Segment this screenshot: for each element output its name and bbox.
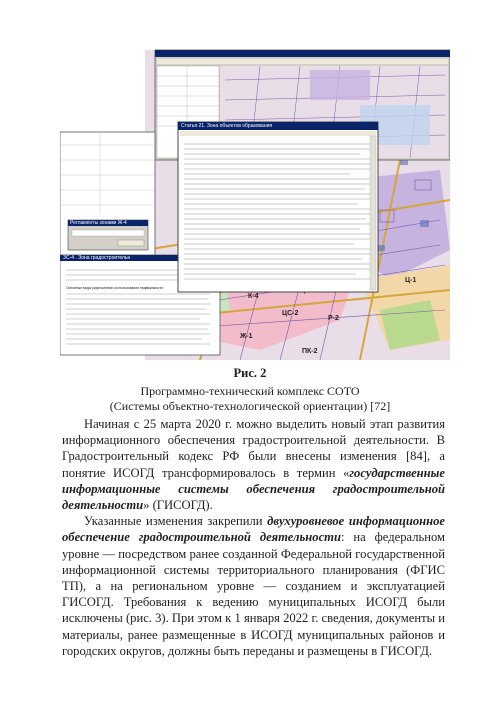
- map-app-titlebar: [155, 50, 450, 57]
- zone-regulation-window-title: ЗС-4 . Зона градостроительн: [63, 255, 131, 261]
- figure-number: Рис. 2: [233, 366, 267, 380]
- paragraph-text: : на федеральном уровне — посредством ранее созданной Федеральной государственной информационной системы территориального планирования (ФГИС ТП), а на региональном уровне — созданием и эксплуатацией ГИСОГД. Требования к ведению муниципальных ИСОГД были исключены (рис. 3). При этом к 1 января 2022 г. сведения, документы и материалы, ранее размещенные в ИСОГД муниципальных районов и городских округов, должны быть переданы и размещены в ГИСОГД.: [62, 530, 446, 658]
- paragraph-text: Указанные изменения закрепили: [84, 514, 268, 529]
- map-app-toolbar: [157, 59, 448, 64]
- article-window-toolbar: [180, 131, 376, 136]
- article-window-scrollbar: [370, 136, 376, 290]
- figure-screenshot: [60, 20, 450, 360]
- search-dialog-title: Регламенты зонами Ж-4: [70, 220, 127, 226]
- paragraph: [62, 416, 445, 513]
- zone-label: Ц-1: [405, 277, 417, 284]
- paragraph-text: » (ГИСОГД).: [143, 498, 213, 513]
- search-dialog-field: [72, 230, 144, 236]
- zone-label: К-4: [248, 293, 259, 300]
- paragraph-text: Начиная с 25 марта 2020 г. можно выделить новый этап развития информационного обеспечения градостроительной деятельности. В Градостроительный кодекс РФ были внесены изменения [84], а понятие ИСОГД трансформировалось в термин «: [62, 417, 445, 480]
- figure-caption-line: (Системы объектно-технологической ориентации) [72]: [109, 399, 391, 413]
- zone-label: Р-2: [328, 315, 339, 322]
- emphasized-term: государственные информационные системы обеспечения градостроительной деятельности: [62, 465, 445, 513]
- emphasized-term: двухуровневое информационное обеспечение градостроительной деятельности: [62, 514, 445, 545]
- paragraph: [62, 513, 445, 659]
- permitted-use-heading: Основные виды разрешенного использования недвижимости:: [66, 286, 164, 290]
- zone-label: ЦС-2: [282, 310, 299, 317]
- search-dialog-button: [118, 240, 144, 246]
- zone-label: ПК-2: [302, 348, 318, 355]
- article-window: [178, 122, 378, 292]
- zone-label: Ж-1: [240, 333, 253, 340]
- article-window-title: Статья 21. Зона объектов образования: [181, 123, 273, 129]
- figure-caption-line: Программно-технический комплекс СОТО: [140, 384, 360, 398]
- gis-screenshot-illustration: [60, 20, 450, 360]
- body-text: [62, 416, 445, 659]
- map-zone: [310, 70, 370, 100]
- figure-caption: [0, 384, 500, 414]
